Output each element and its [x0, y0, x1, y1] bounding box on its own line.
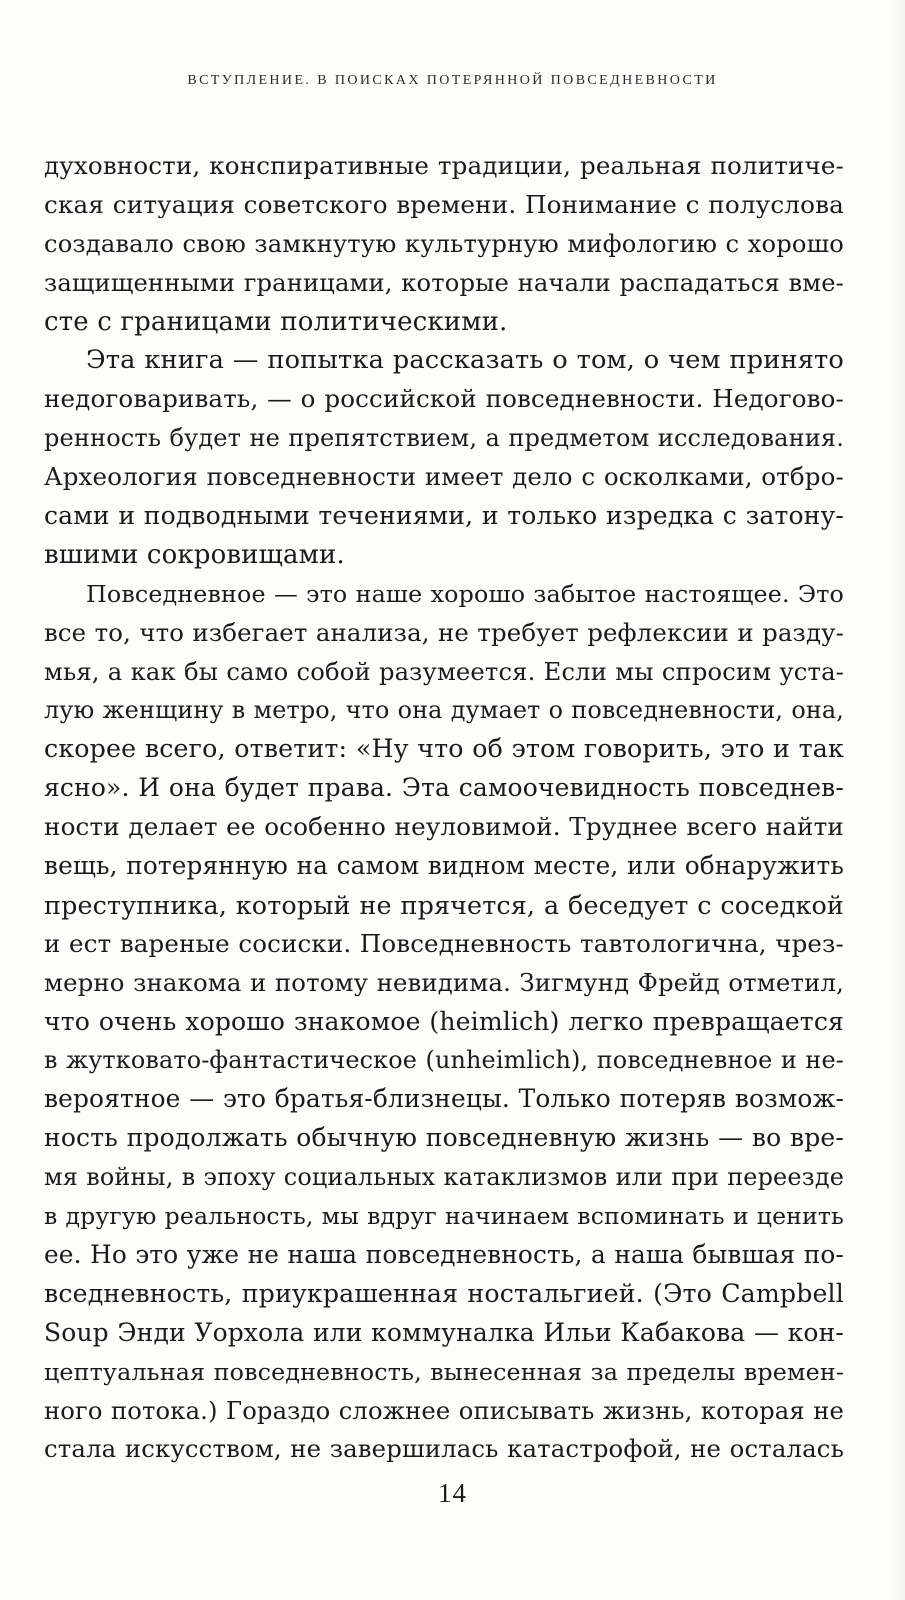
- text-line: мья, а как бы само собой разумеется. Если мы спросим уста-: [44, 657, 844, 686]
- text-line: цептуальная повседневность, вынесенная за пределы времен-: [44, 1357, 844, 1386]
- text-line: все то, что избегает анализа, не требует рефлексии и разду-: [44, 617, 844, 647]
- text-line: сами и подводными течениями, и только изредка с затону-: [44, 501, 844, 531]
- text-line: вещь, потерянную на самом видном месте, или обнаружить: [44, 851, 844, 881]
- text-line: ного потока.) Гораздо сложнее описывать жизнь, которая не: [44, 1396, 844, 1425]
- text-line: в жутковато-фантастическое (unheimlich), повседневное и не-: [44, 1046, 844, 1075]
- text-line: в другую реальность, мы вдруг начинаем вспоминать и ценить: [44, 1202, 844, 1231]
- text-line: ности делает ее особенно неуловимой. Труднее всего найти: [44, 812, 844, 842]
- running-head: ВСТУПЛЕНИЕ. В ПОИСКАХ ПОТЕРЯННОЙ ПОВСЕДНЕВНОСТИ: [187, 73, 718, 88]
- text-line: вероятное — это братья-близнецы. Только потеряв возмож-: [44, 1084, 844, 1114]
- page-edge-shadow: [887, 0, 905, 1600]
- text-line: ская ситуация советского времени. Понимание с полуслова: [44, 189, 844, 219]
- text-line: защищенными границами, которые начали распадаться вме-: [44, 268, 844, 297]
- text-line: скорее всего, ответит: «Ну что об этом говорить, это и так: [44, 734, 844, 764]
- page-number: 14: [438, 1478, 467, 1508]
- paragraph-start-line: Повседневное — это наше хорошо забытое настоящее. Это: [86, 579, 844, 608]
- text-line: преступника, который не прячется, а беседует с соседкой: [44, 889, 844, 920]
- text-line: ренность будет не препятствием, а предметом исследования.: [44, 424, 844, 453]
- text-line: мя войны, в эпоху социальных катаклизмов или при переезде: [44, 1163, 844, 1192]
- body-text: [44, 147, 844, 1469]
- text-line: недоговаривать, — о российской повседневности. Недогово-: [44, 384, 844, 414]
- text-line: создавало свою замкнутую культурную мифологию с хорошо: [44, 229, 844, 258]
- text-line: вшими сокровищами.: [44, 539, 345, 570]
- text-line: и ест вареные сосиски. Повседневность тавтологична, чрез-: [44, 928, 844, 958]
- text-line: ность продолжать обычную повседневную жизнь — во вре-: [44, 1123, 844, 1153]
- text-line: сте с границами политическими.: [44, 306, 508, 337]
- text-line: духовности, конспиративные традиции, реальная политиче-: [44, 151, 844, 180]
- text-line: ее. Но это уже не наша повседневность, а наша бывшая по-: [44, 1239, 844, 1269]
- text-line: Soup Энди Уорхола или коммуналка Ильи Кабакова — кон-: [44, 1317, 844, 1347]
- text-line: лую женщину в метро, что она думает о повседневности, она,: [44, 696, 844, 725]
- text-line: мерно знакома и потому невидима. Зигмунд Фрейд отметил,: [44, 967, 844, 997]
- text-line: стала искусством, не завершилась катастрофой, не осталась: [44, 1434, 844, 1464]
- text-line: вседневность, приукрашенная ностальгией. (Это Campbell: [44, 1278, 844, 1308]
- text-line: что очень хорошо знакомое (heimlich) легко превращается: [44, 1006, 844, 1036]
- paragraph-start-line: Эта книга — попытка рассказать о том, о чем принято: [86, 345, 844, 376]
- text-line: ясно». И она будет права. Эта самоочевидность повседнев-: [44, 773, 844, 803]
- text-line: Археология повседневности имеет дело с осколками, отбро-: [44, 462, 844, 492]
